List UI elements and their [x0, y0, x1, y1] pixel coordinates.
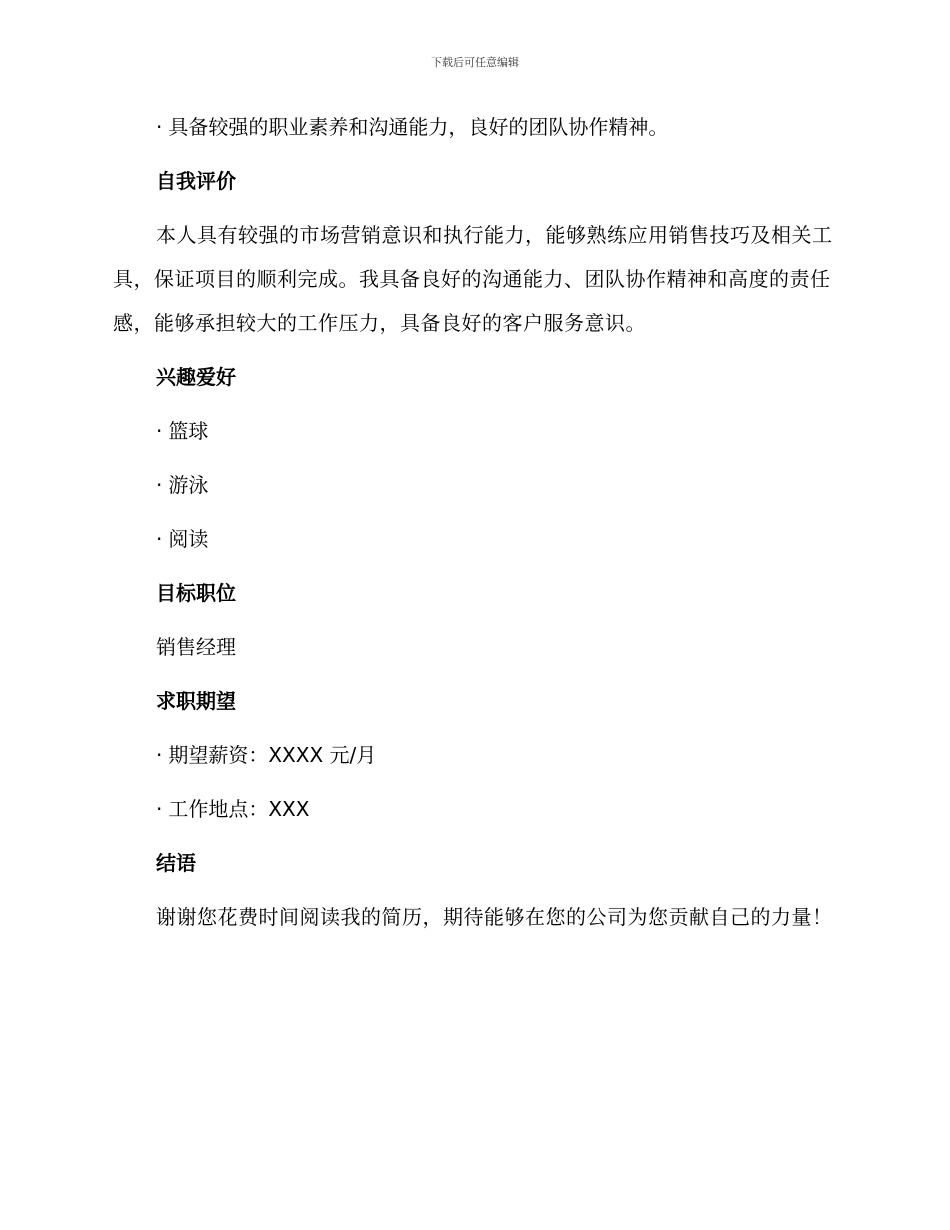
bullet-icon: ·	[156, 473, 163, 497]
hobby-item	[113, 470, 833, 500]
expected-salary	[113, 740, 833, 770]
hobby-text: 阅读	[168, 527, 209, 551]
hobby-text: 游泳	[168, 473, 209, 497]
bullet-icon: ·	[156, 115, 163, 139]
location-text: 工作地点：XXX	[168, 797, 310, 821]
work-location	[113, 794, 833, 824]
self-eval-paragraph: 本人具有较强的市场营销意识和执行能力，能够熟练应用销售技巧及相关工具，保证项目的顺利完成。我具备良好的沟通能力、团队协作精神和高度的责任感，能够承担较大的工作压力，具备良好的客户服务意识。	[113, 223, 833, 335]
bullet-icon: ·	[156, 419, 163, 443]
resume-content	[113, 112, 833, 956]
salary-text: 期望薪资：XXXX 元/月	[168, 743, 377, 767]
section-title-self-eval: 自我评价	[156, 169, 236, 193]
bullet-text: 具备较强的职业素养和沟通能力，良好的团队协作精神。	[168, 115, 669, 139]
section-title-target-position: 目标职位	[156, 581, 236, 605]
hobby-item	[113, 416, 833, 446]
hobby-item	[113, 524, 833, 554]
target-position-value: 销售经理	[156, 635, 236, 659]
bullet-icon: ·	[156, 797, 163, 821]
bullet-item-skills	[113, 112, 833, 142]
section-title-closing: 结语	[156, 851, 196, 875]
section-title-job-expectation: 求职期望	[156, 689, 236, 713]
closing-paragraph: 谢谢您花费时间阅读我的简历，期待能够在您的公司为您贡献自己的力量！	[156, 905, 833, 929]
bullet-icon: ·	[156, 527, 163, 551]
bullet-icon: ·	[156, 743, 163, 767]
hobby-text: 篮球	[168, 419, 209, 443]
section-title-hobbies: 兴趣爱好	[156, 365, 236, 389]
page-header-note: 下载后可任意编辑	[431, 56, 519, 69]
